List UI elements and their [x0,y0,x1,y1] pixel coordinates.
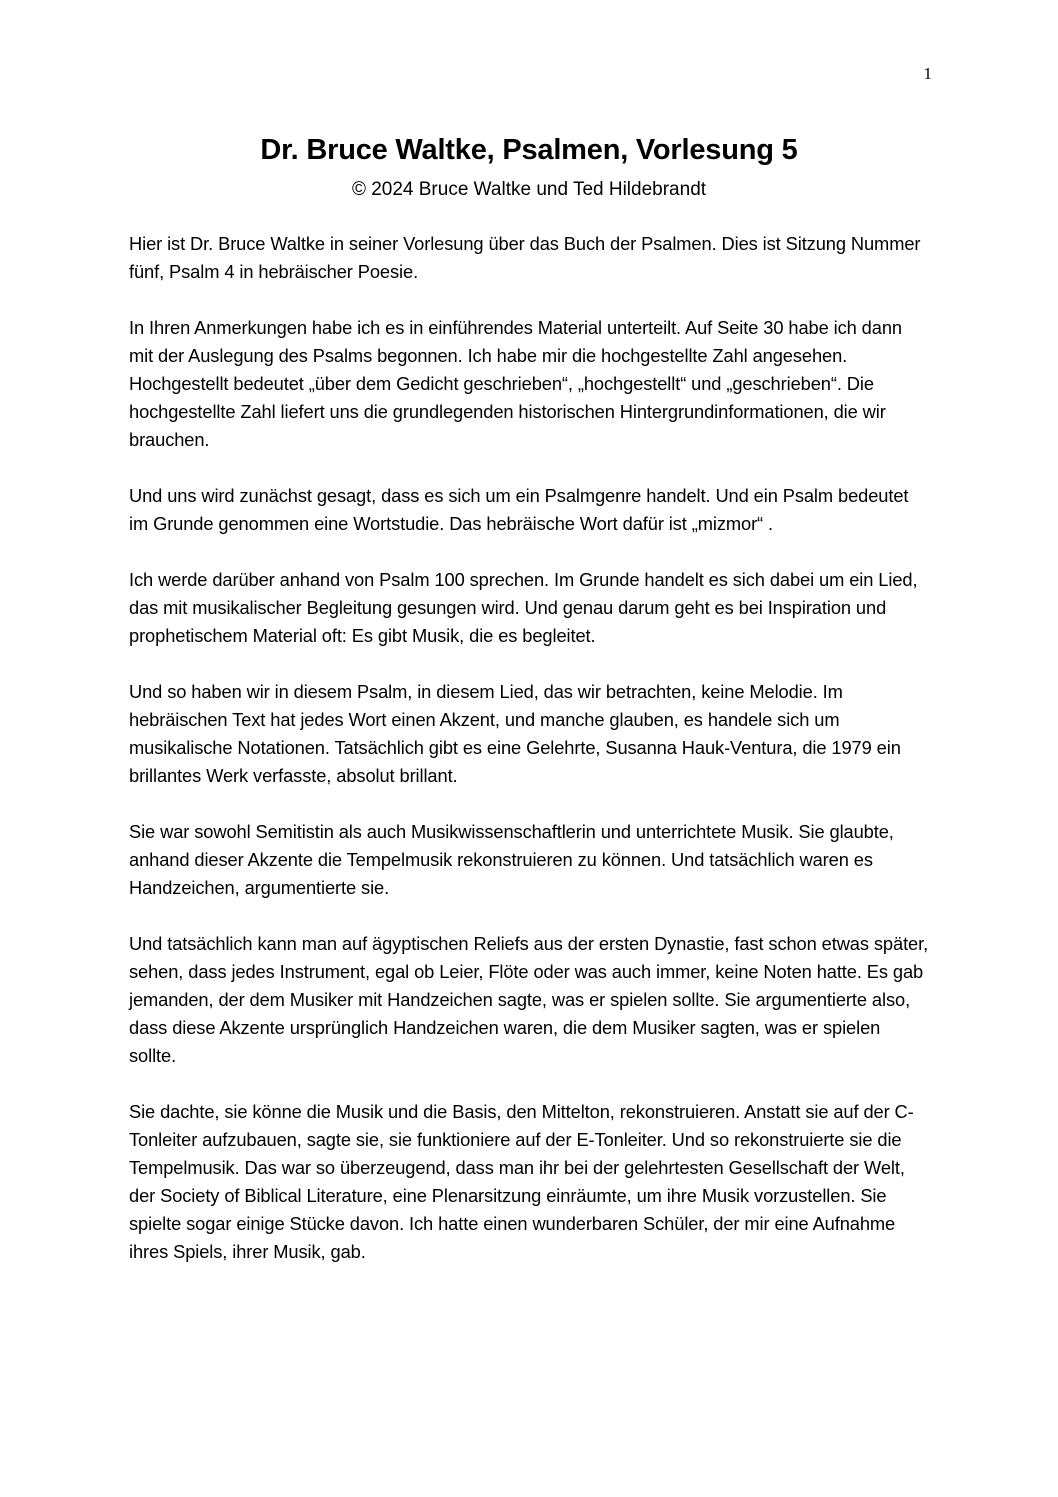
paragraph: Ich werde darüber anhand von Psalm 100 sprechen. Im Grunde handelt es sich dabei um ein Lied, das mit musikalischer Begleitung gesungen wird. Und genau darum geht es bei Inspiration und prophetischem Material oft: Es gibt Musik, die es begleitet. [129,569,918,646]
paragraph: Und so haben wir in diesem Psalm, in diesem Lied, das wir betrachten, keine Melodie. Im hebräischen Text hat jedes Wort einen Akzent, und manche glauben, es handele sich um musikalische Notationen. Tatsächlich gibt es eine Gelehrte, Susanna Hauk-Ventura, die 1979 ein brillantes Werk verfasste, absolut brillant. [129,681,901,786]
body-text [129,230,929,1294]
paragraph: Sie war sowohl Semitistin als auch Musikwissenschaftlerin und unterrichtete Musik. Sie glaubte, anhand dieser Akzente die Tempelmusik rekonstruieren zu können. Und tatsächlich waren es Handzeichen, argumentierte sie. [129,821,894,898]
page-number: 1 [923,64,932,83]
paragraph: Hier ist Dr. Bruce Waltke in seiner Vorlesung über das Buch der Psalmen. Dies ist Sitzung Nummer fünf, Psalm 4 in hebräischer Poesie. [129,233,921,282]
paragraph: In Ihren Anmerkungen habe ich es in einführendes Material unterteilt. Auf Seite 30 habe ich dann mit der Auslegung des Psalms begonnen. Ich habe mir die hochgestellte Zahl angesehen. Hochgestellt bedeutet „über dem Gedicht geschrieben“, „hochgestellt“ und „geschrieben“. Die hochgestellte Zahl liefert uns die grundlegenden historischen Hintergrundinformationen, die wir brauchen. [129,317,902,450]
copyright-line: © 2024 Bruce Waltke und Ted Hildebrandt [351,179,707,200]
paragraph: Und tatsächlich kann man auf ägyptischen Reliefs aus der ersten Dynastie, fast schon etwas später, sehen, dass jedes Instrument, egal ob Leier, Flöte oder was auch immer, keine Noten hatte. Es gab jemanden, der dem Musiker mit Handzeichen sagte, was er spielen sollte. Sie argumentierte also, dass diese Akzente ursprünglich Handzeichen waren, die dem Musiker sagten, was er spielen sollte. [129,933,929,1066]
paragraph: Und uns wird zunächst gesagt, dass es sich um ein Psalmgenre handelt. Und ein Psalm bedeutet im Grunde genommen eine Wortstudie. Das hebräische Wort dafür ist „mizmor“ . [129,485,909,534]
document-title: Dr. Bruce Waltke, Psalmen, Vorlesung 5 [260,134,798,166]
paragraph: Sie dachte, sie könne die Musik und die Basis, den Mittelton, rekonstruieren. Anstatt sie auf der C-Tonleiter aufzubauen, sagte sie, sie funktioniere auf der E-Tonleiter. Und so rekonstruierte sie die Tempelmusik. Das war so überzeugend, dass man ihr bei der gelehrtesten Gesellschaft der Welt, der Society of Biblical Literature, eine Plenarsitzung einräumte, um ihre Musik vorzustellen. Sie spielte sogar einige Stücke davon. Ich hatte einen wunderbaren Schüler, der mir eine Aufnahme ihres Spiels, ihrer Musik, gab. [129,1101,914,1262]
